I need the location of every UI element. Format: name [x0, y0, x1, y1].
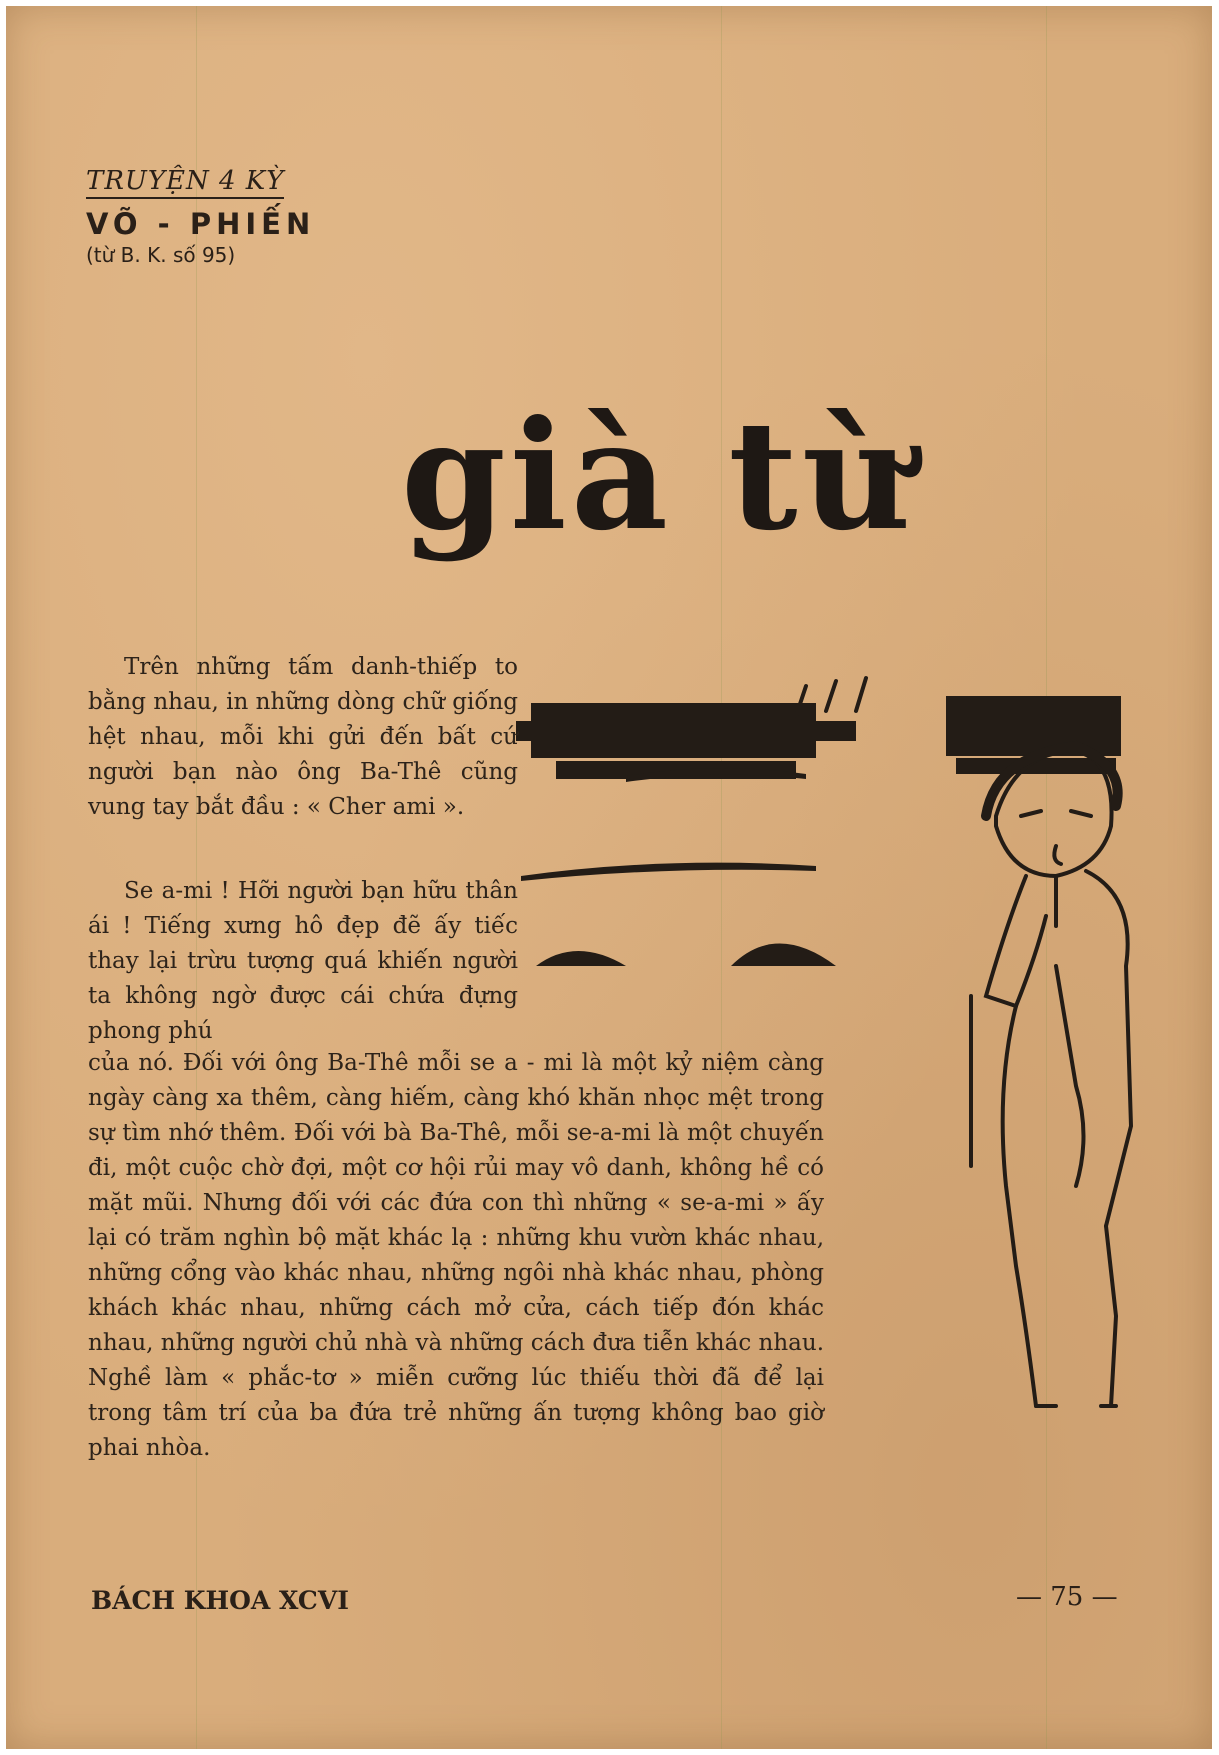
paragraph-1: Trên những tấm danh-thiếp to bằng nhau, in những dòng chữ giống hệt nhau, mỗi khi gửi đến bất cứ người bạn nào ông Ba-Thê cũng vung tay bắt đầu : « Cher ami ». — [88, 654, 518, 820]
magazine-page — [6, 6, 1212, 1749]
paragraph-2-continued: của nó. Đối với ông Ba-Thê mỗi se a - mi là một kỷ niệm càng ngày càng xa thêm, càng hiếm, càng khó khăn nhọc mệt trong sự tìm nhớ thêm. Đối với bà Ba-Thê, mỗi se-a-mi là một chuyến đi, một cuộc chờ đợi, một cơ hội rủi may vô danh, không hề có mặt mũi. Nhưng đối với các đứa con thì những « se-a-mi » ấy lại có trăm nghìn bộ mặt khác lạ : những khu vườn khác nhau, những cổng vào khác nhau, những ngôi nhà khác nhau, phòng khách khác nhau, những cách mở cửa, cách tiếp đón khác nhau, những người chủ nhà và những cách đưa tiễn khác nhau. Nghề làm « phắc-tơ » miễn cưỡng lúc thiếu thời đã để lại trong tâm trí của ba đứa trẻ những ấn tượng không bao giờ phai nhòa. — [88, 1050, 824, 1461]
author-name: VÕ - PHIẾN — [86, 207, 316, 241]
story-header — [86, 166, 315, 267]
paragraph-2: Se a-mi ! Hỡi người bạn hữu thân ái ! Tiếng xưng hô đẹp đẽ ấy tiếc thay lại trừu tượng quá khiến người ta không ngờ được cái chứa đựng phong phú — [88, 878, 518, 1044]
page-number: — 75 — — [1016, 1582, 1118, 1612]
publication-name: BÁCH KHOA XCVI — [91, 1586, 349, 1615]
hill-left — [536, 951, 626, 966]
hill-right — [731, 944, 836, 967]
story-title: già từ — [401, 388, 915, 564]
source-note: (từ B. K. số 95) — [86, 243, 236, 267]
series-label: TRUYỆN 4 KỲ — [86, 166, 284, 199]
